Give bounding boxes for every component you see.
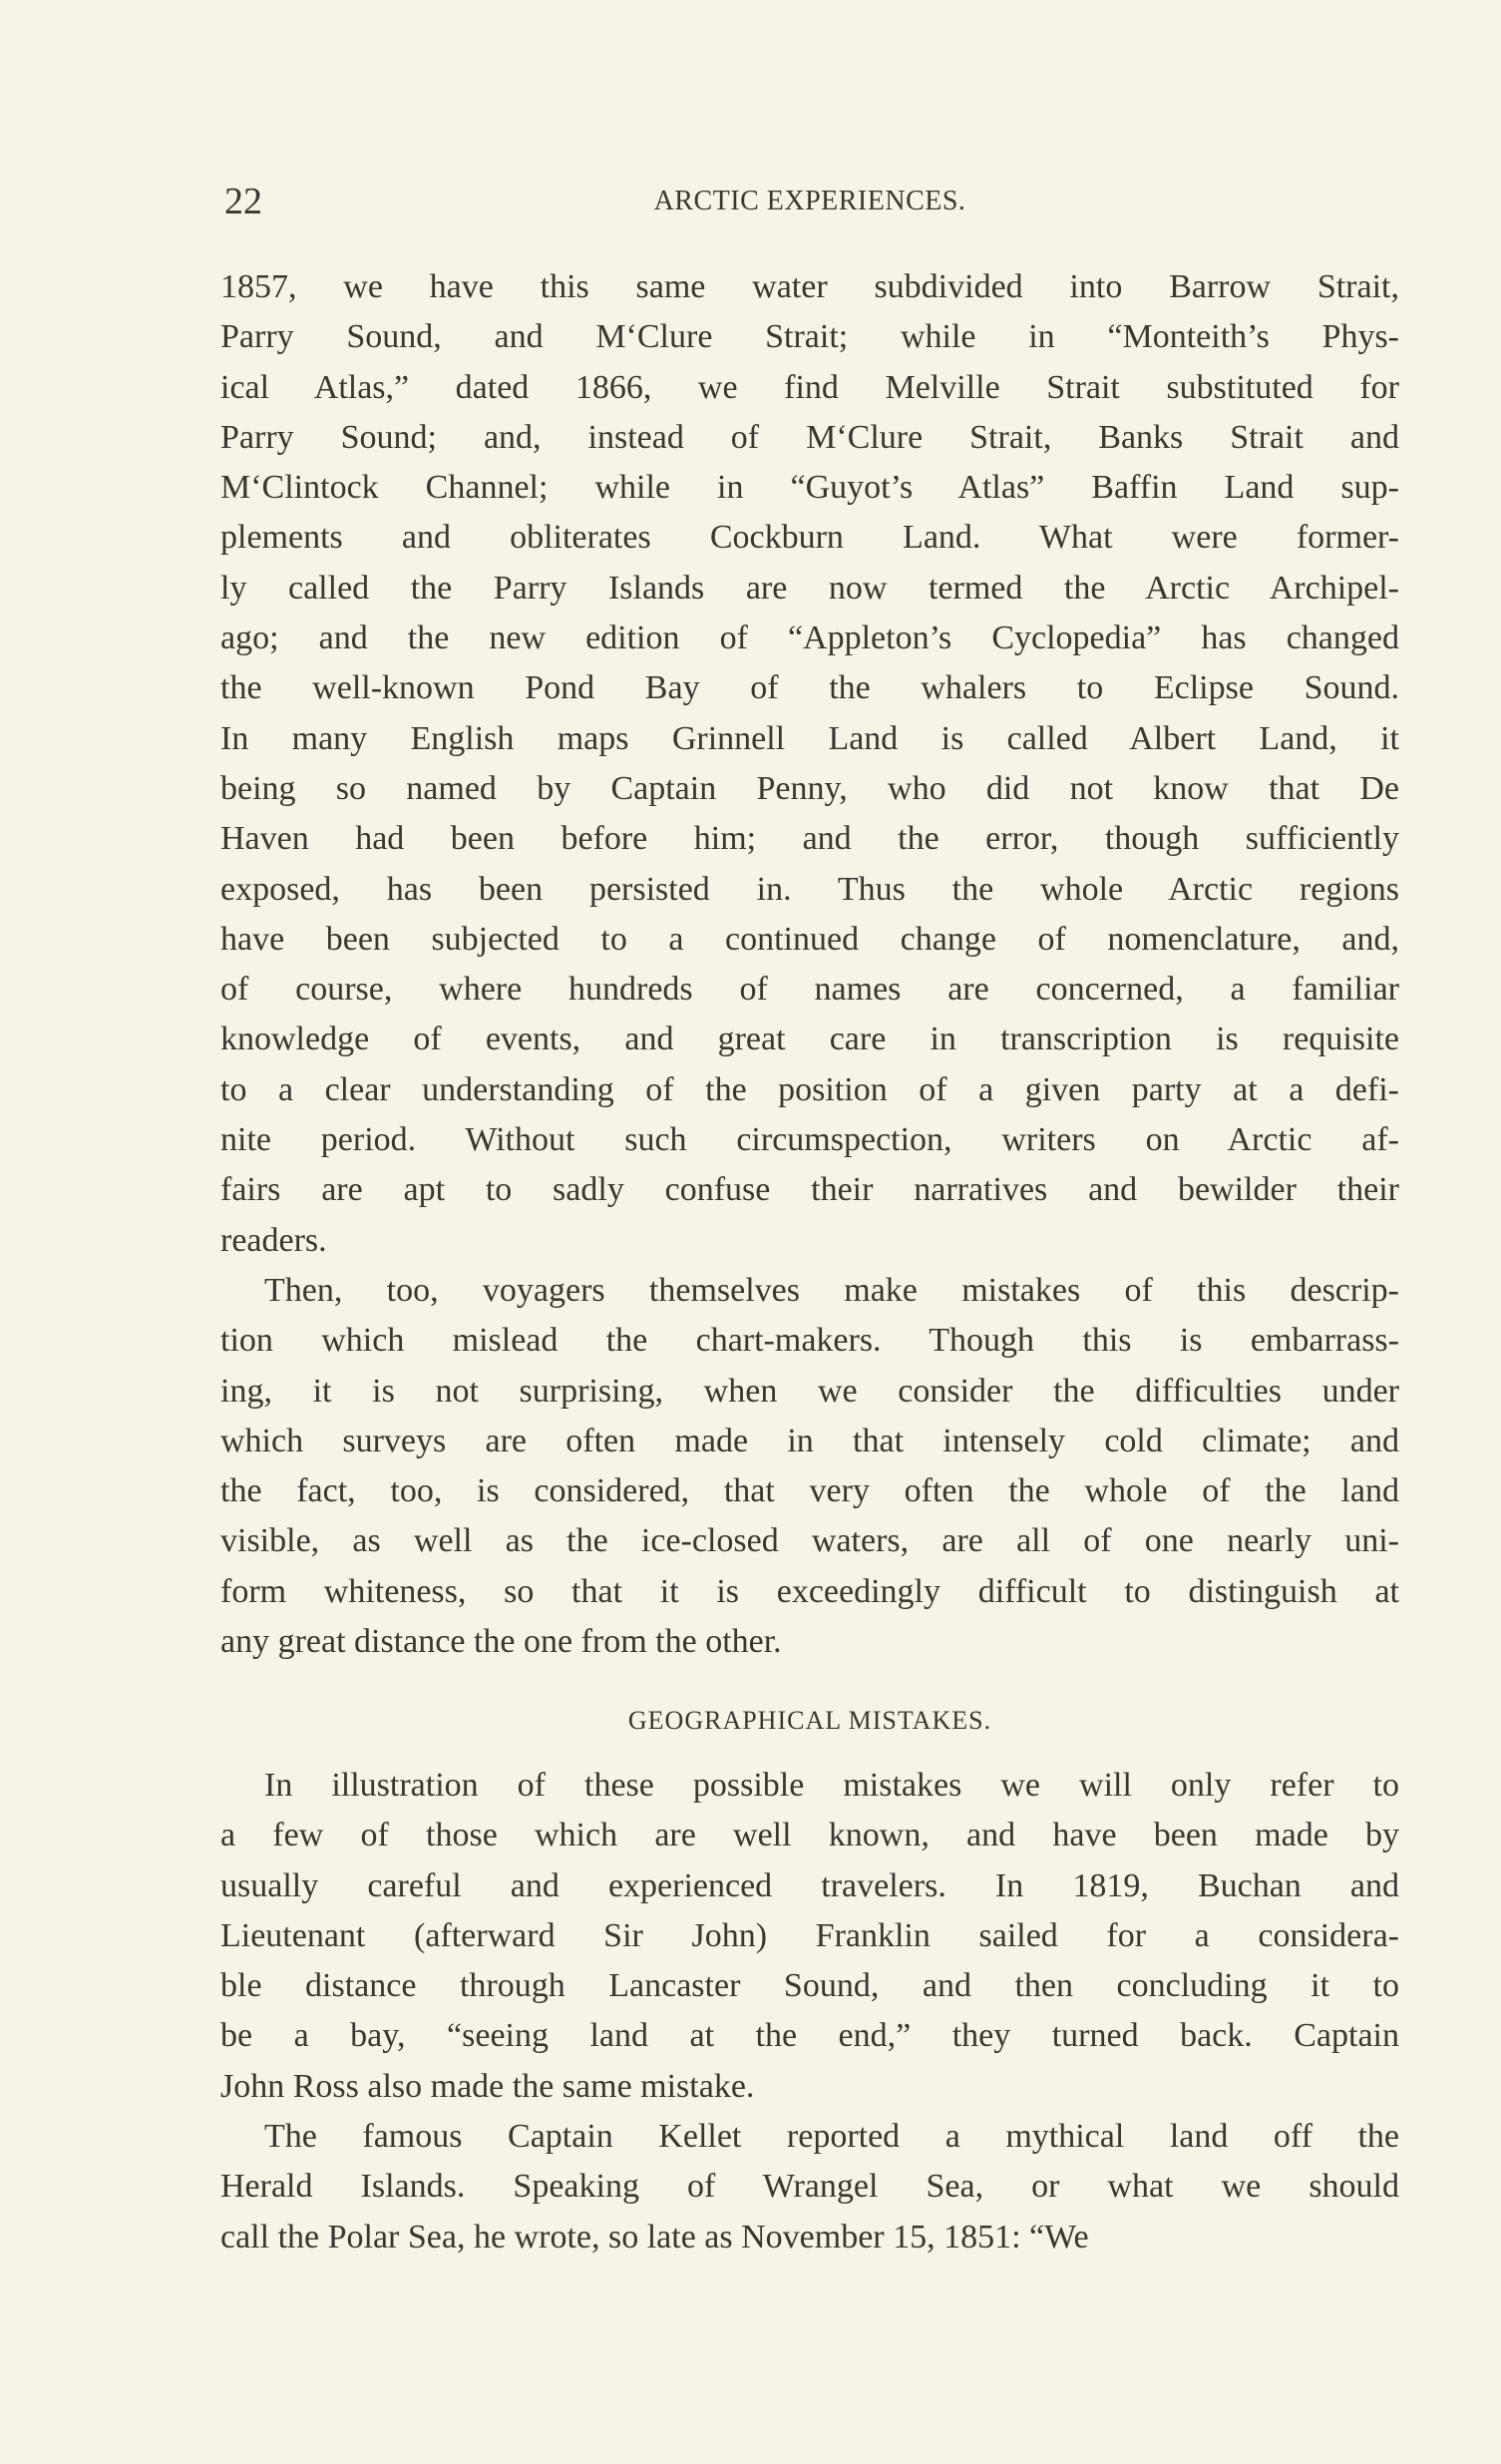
text-line: form whiteness, so that it is exceedingly difficult to distinguish at: [220, 1572, 1399, 1610]
text-line: ago; and the new edition of “Appleton’s Cyclopedia” has changed: [220, 619, 1399, 657]
text-line: John Ross also made the same mistake.: [220, 2067, 755, 2105]
paragraph: [220, 1761, 1399, 2112]
paragraph: [220, 262, 1399, 1266]
section-heading: GEOGRAPHICAL MISTAKES.: [627, 1706, 992, 1735]
text-line: usually careful and experienced travelers. In 1819, Buchan and: [220, 1866, 1399, 1904]
text-line: any great distance the one from the other.: [220, 1623, 782, 1661]
body-text-after: [220, 1761, 1399, 2262]
text-line: ble distance through Lancaster Sound, and then concluding it to: [220, 1967, 1399, 2005]
text-line: Lieutenant (afterward Sir John) Franklin sailed for a considera-: [220, 1916, 1399, 1954]
text-line: have been subjected to a continued change of nomenclature, and,: [220, 920, 1399, 958]
text-line: Parry Sound; and, instead of M‘Clure Strait, Banks Strait and: [220, 418, 1399, 456]
text-line: being so named by Captain Penny, who did not know that De: [220, 769, 1399, 807]
running-head: [220, 180, 1399, 229]
text-line: call the Polar Sea, he wrote, so late as November 15, 1851: “We: [220, 2218, 1089, 2256]
text-line: the well-known Pond Bay of the whalers to Eclipse Sound.: [220, 669, 1399, 707]
paragraph: [220, 2112, 1399, 2262]
text-line: be a bay, “seeing land at the end,” they turned back. Captain: [220, 2017, 1399, 2055]
text-line: In illustration of these possible mistakes we will only refer to: [264, 1767, 1399, 1804]
running-title: ARCTIC EXPERIENCES.: [653, 186, 966, 216]
text-line: plements and obliterates Cockburn Land. What were former-: [220, 519, 1399, 557]
body-text-before: [220, 262, 1399, 1667]
page-number: 22: [224, 181, 262, 222]
text-line: In many English maps Grinnell Land is called Albert Land, it: [220, 719, 1399, 757]
text-line: Then, too, voyagers themselves make mistakes of this descrip-: [264, 1271, 1399, 1309]
text-line: the fact, too, is considered, that very often the whole of the land: [220, 1472, 1399, 1510]
paragraph: [220, 1266, 1399, 1667]
text-line: ical Atlas,” dated 1866, we find Melville Strait substituted for: [220, 368, 1399, 406]
text-line: a few of those which are well known, and have been made by: [220, 1817, 1399, 1854]
text-line: nite period. Without such circumspection, writers on Arctic af-: [220, 1121, 1399, 1159]
text-line: Herald Islands. Speaking of Wrangel Sea, or what we should: [220, 2168, 1399, 2206]
text-line: tion which mislead the chart-makers. Though this is embarrass-: [220, 1322, 1399, 1360]
text-line: to a clear understanding of the position of a given party at a defi-: [220, 1070, 1399, 1108]
text-line: fairs are apt to sadly confuse their narratives and bewilder their: [220, 1171, 1399, 1209]
text-line: exposed, has been persisted in. Thus the whole Arctic regions: [220, 870, 1399, 908]
text-line: readers.: [220, 1221, 327, 1259]
text-line: Parry Sound, and M‘Clure Strait; while in “Monteith’s Phys-: [220, 318, 1399, 356]
text-line: of course, where hundreds of names are concerned, a familiar: [220, 971, 1399, 1009]
text-line: 1857, we have this same water subdivided into Barrow Strait,: [220, 268, 1399, 305]
text-line: ly called the Parry Islands are now termed the Arctic Archipel-: [220, 569, 1399, 607]
text-line: M‘Clintock Channel; while in “Guyot’s Atlas” Baffin Land sup-: [220, 469, 1399, 507]
text-line: ing, it is not surprising, when we consider the difficulties under: [220, 1372, 1399, 1410]
text-line: knowledge of events, and great care in transcription is requisite: [220, 1021, 1399, 1058]
text-line: which surveys are often made in that intensely cold climate; and: [220, 1422, 1399, 1459]
text-line: The famous Captain Kellet reported a mythical land off the: [264, 2118, 1399, 2156]
text-line: Haven had been before him; and the error, though sufficiently: [220, 820, 1399, 858]
text-line: visible, as well as the ice-closed waters, are all of one nearly uni-: [220, 1522, 1399, 1560]
